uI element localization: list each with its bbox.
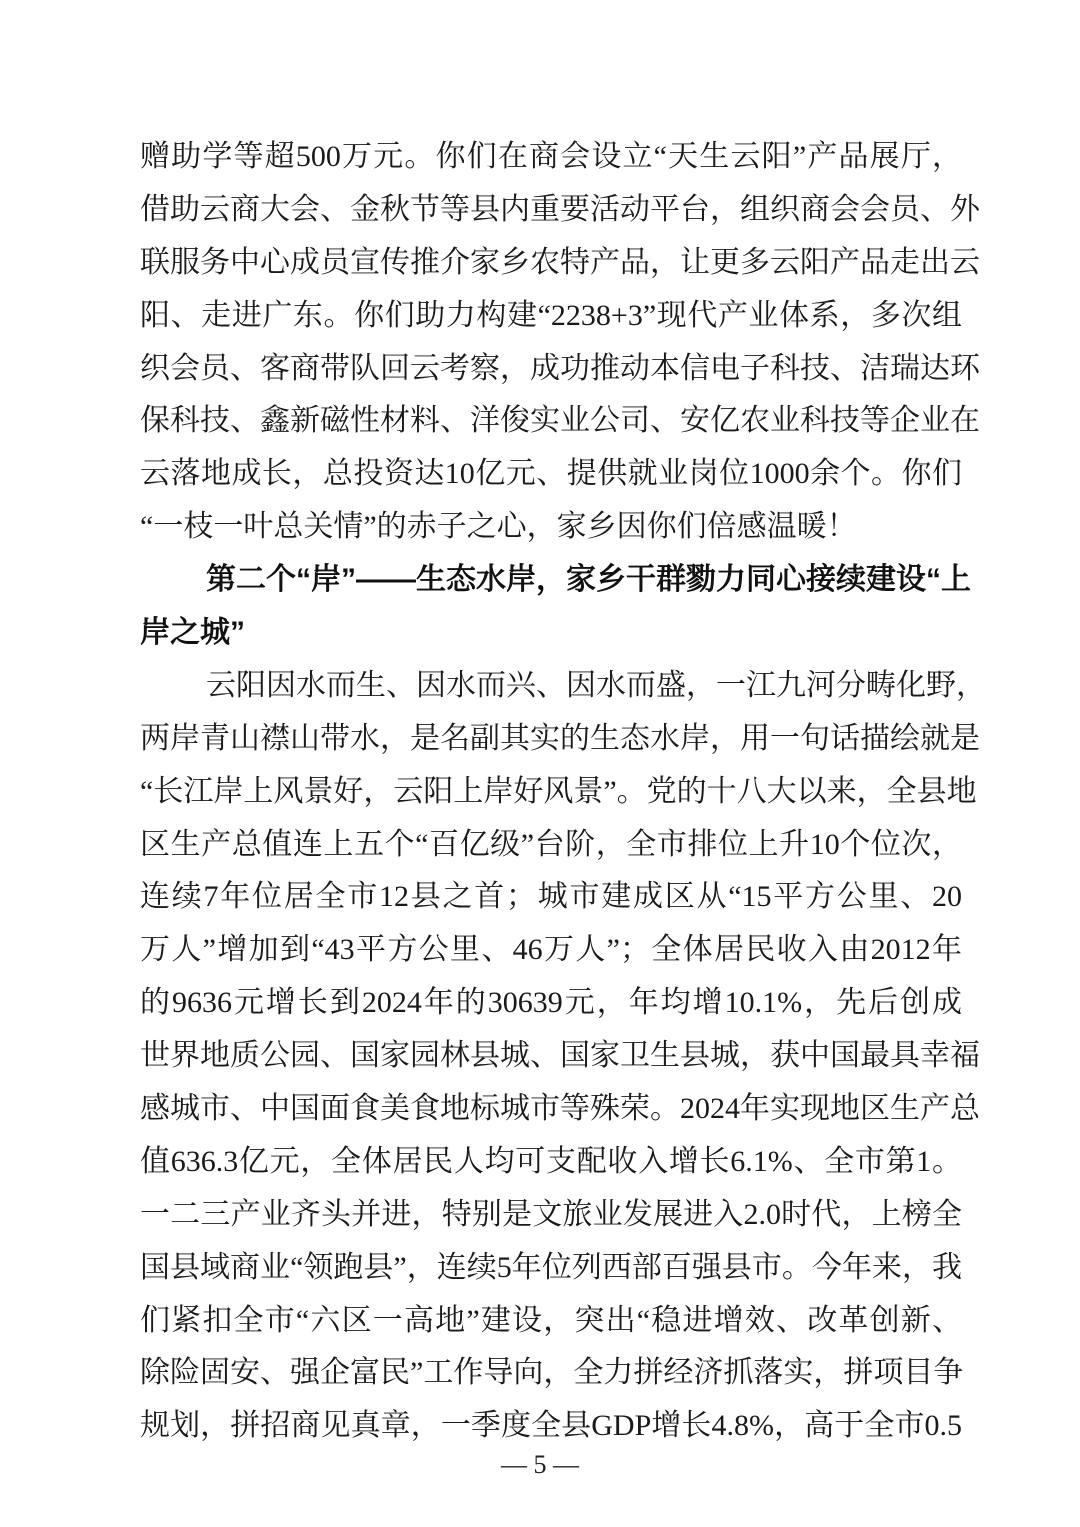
document-body <box>140 131 986 1453</box>
text-line: “一枝一叶总关情”的赤子之心，家乡因你们倍感温暖！ <box>140 510 857 544</box>
text-line: 两岸青山襟山带水，是名副其实的生态水岸，用一句话描绘就是 <box>140 721 980 755</box>
text-line: 借助云商大会、金秋节等县内重要活动平台，组织商会会员、外 <box>140 192 980 226</box>
text-line: 赠助学等超500万元。你们在商会设立“天生云阳”产品展厅， <box>140 140 962 173</box>
text-line: 云落地成长，总投资达10亿元、提供就业岗位1000余个。你们 <box>140 457 962 491</box>
text-line: 一二三产业齐头并进，特别是文旅业发展进入2.0时代，上榜全 <box>140 1197 962 1231</box>
text-line: 们紧扣全市“六区一高地”建设，突出“稳进增效、改革创新、 <box>140 1303 962 1337</box>
text-line: 万人”增加到“43平方公里、46万人”；全体居民收入由2012年 <box>140 933 962 967</box>
section-heading <box>140 554 971 660</box>
text-line: 连续7年位居全市12县之首；城市建成区从“15平方公里、20 <box>140 880 962 914</box>
text-line: 云阳因水而生、因水而兴、因水而盛，一江九河分畴化野， <box>206 668 986 702</box>
text-line: 国县域商业“领跑县”，连续5年位列西部百强县市。今年来，我 <box>140 1250 962 1284</box>
text-line: 值636.3亿元，全体居民人均可支配收入增长6.1%、全市第1。 <box>140 1144 962 1178</box>
text-line: 织会员、客商带队回云考察，成功推动本信电子科技、洁瑞达环 <box>140 351 980 385</box>
text-line: 保科技、鑫新磁性材料、洋俊实业公司、安亿农业科技等企业在 <box>140 404 980 438</box>
text-line: 世界地质公园、国家园林县城、国家卫生县城，获中国最具幸福 <box>140 1039 980 1073</box>
text-line: 除险固安、强企富民”工作导向，全力拼经济抓落实，拼项目争 <box>140 1356 964 1390</box>
text-line: 联服务中心成员宣传推介家乡农特产品，让更多云阳产品走出云 <box>140 245 980 279</box>
paragraph-1 <box>140 131 980 554</box>
text-line: 的9636元增长到2024年的30639元，年均增10.1%，先后创成 <box>140 986 962 1020</box>
text-line: 感城市、中国面食美食地标城市等殊荣。2024年实现地区生产总 <box>140 1092 980 1126</box>
page-number: — 5 — <box>501 1450 579 1479</box>
text-line: 阳、走进广东。你们助力构建“2238+3”现代产业体系，多次组 <box>140 298 962 332</box>
heading-line: 第二个“岸”——生态水岸，家乡干群勠力同心接续建设“上 <box>206 563 971 597</box>
text-line: 规划，拼招商见真章，一季度全县GDP增长4.8%，高于全市0.5 <box>140 1409 962 1443</box>
heading-line: 岸之城” <box>140 616 245 650</box>
text-line: 区生产总值连上五个“百亿级”台阶，全市排位上升10个位次， <box>140 827 962 861</box>
text-line: “长江岸上风景好，云阳上岸好风景”。党的十八大以来，全县地 <box>140 774 977 808</box>
paragraph-2 <box>140 660 986 1453</box>
